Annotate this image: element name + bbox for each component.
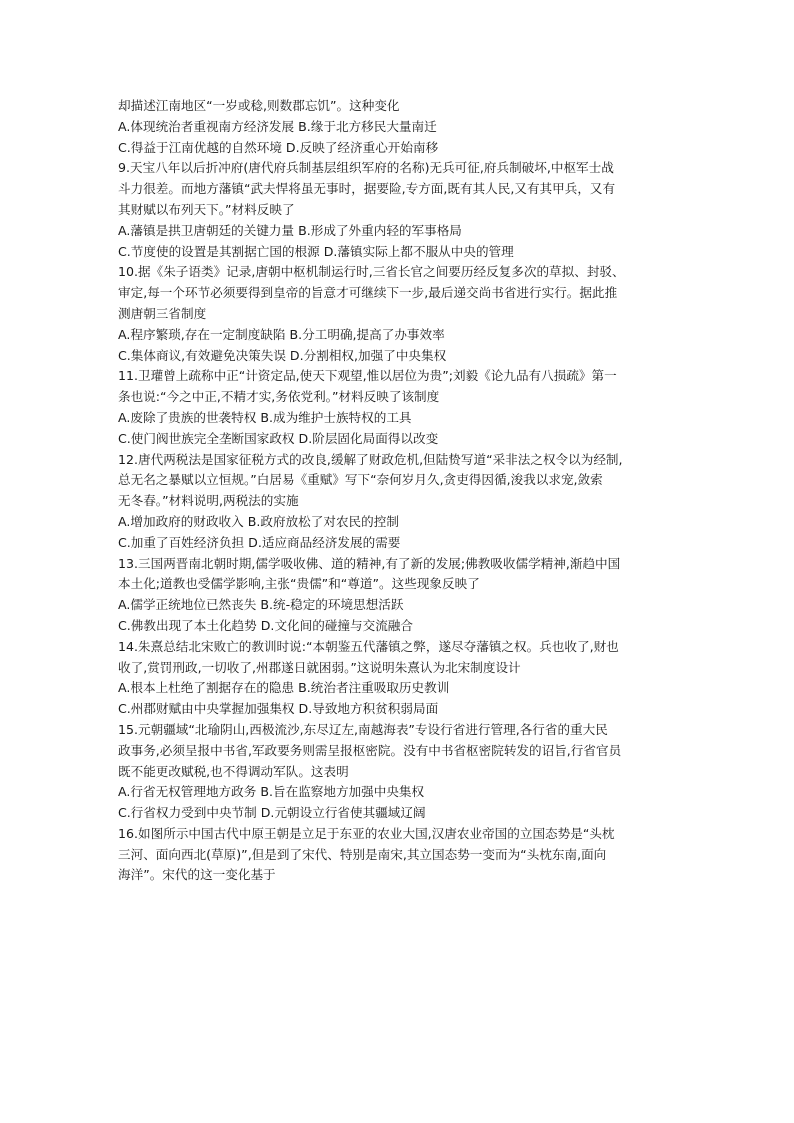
text-line: C.使门阀世族完全垄断国家政权 D.阶层固化局面得以改变 <box>118 430 439 446</box>
text-line: 既不能更改赋税,也不得调动军队。这表明 <box>118 763 349 779</box>
text-line: C.行省权力受到中央节制 D.元朝设立行省使其疆域辽阔 <box>118 805 426 821</box>
text-line: 条也说:“今之中正,不精才实,务依党利。”材料反映了该制度 <box>118 389 440 405</box>
text-line: C.州郡财赋由中央掌握加强集权 D.导致地方积贫积弱局面 <box>118 701 439 717</box>
text-line: 无冬春。”材料说明,两税法的实施 <box>118 493 299 509</box>
text-line: 14.朱熹总结北宋败亡的教训时说:“本朝鉴五代藩镇之弊，遂尽夺藩镇之权。兵也收了,财也 <box>118 638 619 654</box>
text-line: A.行省无权管理地方政务 B.旨在监察地方加强中央集权 <box>118 784 425 800</box>
text-line: 斗力很差。而地方藩镇“武夫悍将虽无事时，据要险,专方面,既有其人民,又有其甲兵，又有 <box>118 181 616 197</box>
text-line: A.根本上杜绝了割据存在的隐患 B.统治者注重吸取历史教训 <box>118 680 450 696</box>
text-line: 其财赋以布列天下。”材料反映了 <box>118 201 295 217</box>
text-line: A.体现统治者重视南方经济发展 B.缘于北方移民大量南迁 <box>118 118 437 134</box>
text-line: 9.天宝八年以后折冲府(唐代府兵制基层组织军府的名称)无兵可征,府兵制破坏,中枢军士战 <box>118 160 614 176</box>
text-line: 海洋”。宋代的这一变化基于 <box>118 867 276 883</box>
text-line: A.增加政府的财政收入 B.政府放松了对农民的控制 <box>118 513 399 529</box>
text-line: 三河、面向西北(草原)”,但是到了宋代、特别是南宋,其立国态势一变而为“头枕东南,面向 <box>118 846 607 862</box>
text-line: 15.元朝疆域“北瑜阴山,西极流沙,东尽辽左,南越海表”专设行省进行管理,各行省的重大民 <box>118 721 608 737</box>
text-line: 13.三国两晋南北朝时期,儒学吸收佛、道的精神,有了新的发展;佛教吸收儒学精神,渐趋中国 <box>118 555 621 571</box>
text-line: 10.据《朱子语类》记录,唐朝中枢机制运行时,三省长官之间要历经反复多次的草拟、封驳、 <box>118 264 625 280</box>
text-line: A.废除了贵族的世袭特权 B.成为维护士族特权的工具 <box>118 409 412 425</box>
text-line: 12.唐代两税法是国家征税方式的改良,缓解了财政危机,但陆贽写道“采非法之权令以为经制, <box>118 451 623 467</box>
text-line: 11.卫瓘曾上疏称中正“计资定品,使天下观望,惟以居位为贵”;刘毅《论九品有八损疏》第一 <box>118 368 617 384</box>
text-line: C.佛教出现了本土化趋势 D.文化间的碰撞与交流融合 <box>118 617 413 633</box>
text-line: 测唐朝三省制度 <box>118 305 207 321</box>
text-line: A.藩镇是拱卫唐朝廷的关键力量 B.形成了外重内轻的军事格局 <box>118 222 462 238</box>
text-line: 本土化;道教也受儒学影响,主张“贵儒”和“尊道”。这些现象反映了 <box>118 576 480 592</box>
text-line: 16.如图所示中国古代中原王朝是立足于东亚的农业大国,汉唐农业帝国的立国态势是“头枕 <box>118 825 615 841</box>
text-line: C.加重了百姓经济负担 D.适应商品经济发展的需要 <box>118 534 401 550</box>
text-line: C.集体商议,有效避免决策失误 D.分割相权,加强了中央集权 <box>118 347 447 363</box>
text-line: C.得益于江南优越的自然环境 D.反映了经济重心开始南移 <box>118 139 439 155</box>
text-line: 收了,赏罚刑政,一切收了,州郡遂日就困弱。”这说明朱熹认为北宋制度设计 <box>118 659 521 675</box>
text-line: A.儒学正统地位已然丧失 B.统-稳定的环境思想活跃 <box>118 597 404 613</box>
exam-text-block <box>118 96 688 886</box>
text-line: A.程序繁琐,存在一定制度缺陷 B.分工明确,提高了办事效率 <box>118 326 445 342</box>
text-line: 总无名之暴赋以立恒规。”白居易《重赋》写下“奈何岁月久,贪吏得因循,浚我以求宠,敛索 <box>118 472 603 488</box>
text-line: C.节度使的设置是其割据亡国的根源 D.藩镇实际上都不服从中央的管理 <box>118 243 514 259</box>
text-line: 审定,每一个环节必须要得到皇帝的旨意才可继续下一步,最后递交尚书省进行实行。据此推 <box>118 285 618 301</box>
text-line: 政事务,必须呈报中书省,军政要务则需呈报枢密院。没有中书省枢密院转发的诏旨,行省官员 <box>118 742 622 758</box>
text-line: 却描述江南地区“一岁或稔,则数郡忘饥”。这种变化 <box>118 98 400 113</box>
